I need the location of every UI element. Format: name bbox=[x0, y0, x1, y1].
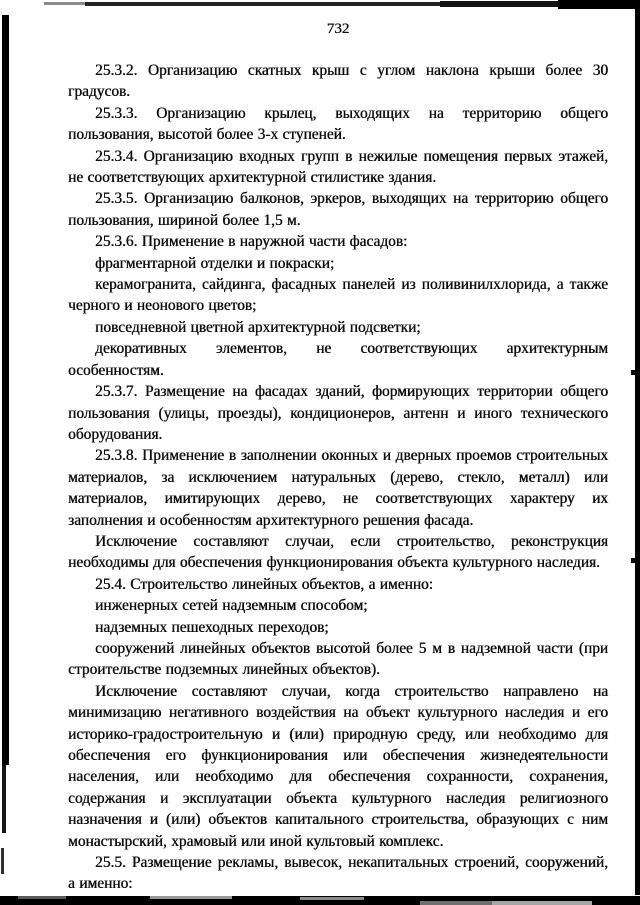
paragraph: 25.4. Строительство линейных объектов, а именно: bbox=[95, 575, 433, 593]
scan-edge-left bbox=[2, 15, 9, 765]
paragraph: надземных пешеходных переходов; bbox=[95, 618, 329, 636]
scan-edge-left bbox=[1, 848, 4, 874]
paragraph: 25.3.7. Размещение на фасадах зданий, формирующих территории общего пользования (улицы, проезды), кондиционеров, антенн и иного технического оборудования. bbox=[68, 383, 608, 443]
scan-edge-top bbox=[85, 2, 443, 6]
document-body bbox=[68, 60, 608, 895]
scan-edge-bottom bbox=[300, 897, 364, 900]
scan-edge-right bbox=[631, 558, 635, 563]
scan-edge-top bbox=[44, 2, 92, 5]
paragraph: 25.3.5. Организацию балконов, эркеров, выходящих на территорию общего пользования, шириной более 1,5 м. bbox=[68, 190, 608, 229]
paragraph: сооружений линейных объектов высотой более 5 м в надземной части (при строительстве подземных линейных объектов). bbox=[68, 639, 608, 679]
paragraph: 25.3.4. Организацию входных групп в нежилые помещения первых этажей, не соответствующих архитектурной стилистике здания. bbox=[68, 147, 608, 187]
paragraph: 25.3.2. Организацию скатных крыш с углом наклона крыши более 30 градусов. bbox=[68, 62, 608, 101]
paragraph: 25.3.8. Применение в заполнении оконных и дверных проемов строительных материалов, за исключением натуральных (дерево, стекло, металл) или материалов, имитирующих дерево, не соответствующих характеру их заполнения и особенностям архитектурного решения фасада. bbox=[68, 447, 608, 529]
scan-edge-right bbox=[631, 370, 635, 375]
paragraph: 25.3.3. Организацию крылец, выходящих на территорию общего пользования, высотой более 3-х ступеней. bbox=[68, 104, 608, 144]
scan-edge-bottom bbox=[492, 901, 592, 905]
paragraph: Исключение составляют случаи, когда строительство направлено на минимизацию негативного воздействия на объект культурного наследия и его историко-градостроительную и (или) природную среду, или необходимо для обеспечения его функционирования или обеспечения жизнедеятельности населения, или необходимо для обеспечения сохранности, сохранения, содержания и эксплуатации объекта культурного наследия религиозного назначения и (или) объектов капитального строительства, образующих с ним монастырский, храмовый или иной культовый комплекс. bbox=[68, 682, 608, 850]
scan-edge-bottom bbox=[420, 901, 510, 905]
scan-edge-left bbox=[2, 765, 6, 833]
paragraph: керамогранита, сайдинга, фасадных панелей из поливинилхлорида, а также черного и неонового цветов; bbox=[68, 276, 608, 315]
page-number: 732 bbox=[326, 21, 350, 37]
scan-edge-top-right bbox=[558, 0, 640, 9]
scan-edge-right bbox=[635, 6, 640, 895]
paragraph: 25.5. Размещение рекламы, вывесок, некапитальных строений, сооружений, а именно: bbox=[68, 854, 608, 893]
paragraph: декоративных элементов, не соответствующих архитектурным особенностям. bbox=[68, 340, 608, 379]
paragraph: 25.3.6. Применение в наружной части фасадов: bbox=[95, 233, 408, 251]
scan-edge-bottom bbox=[0, 896, 640, 905]
paragraph: фрагментарной отделки и покраски; bbox=[95, 254, 335, 272]
scan-edge-bottom bbox=[150, 896, 232, 899]
scan-edge-top bbox=[440, 1, 640, 7]
paragraph: инженерных сетей надземным способом; bbox=[95, 597, 368, 615]
paragraph: Исключение составляют случаи, если строительство, реконструкция необходимы для обеспечения функционирования объекта культурного наследия. bbox=[68, 532, 608, 572]
paragraph: повседневной цветной архитектурной подсветки; bbox=[95, 318, 421, 336]
scan-edge-bottom bbox=[18, 896, 66, 899]
